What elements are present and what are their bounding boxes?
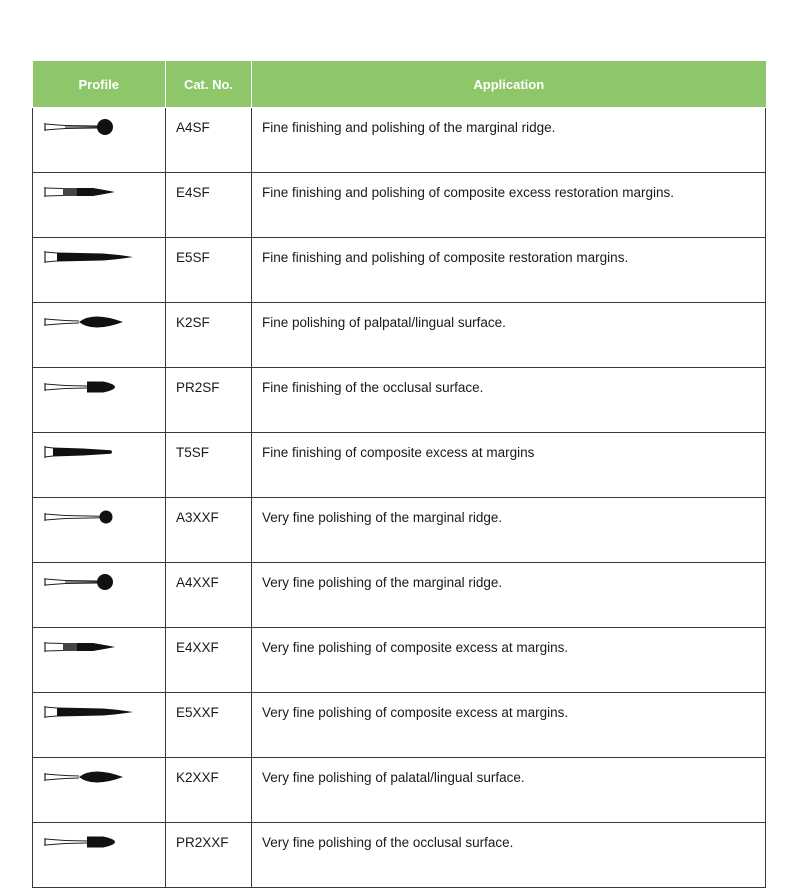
table-row (33, 628, 766, 693)
table-row (33, 758, 766, 823)
application-cell: Fine polishing of palpatal/lingual surface. (252, 303, 766, 368)
product-table (32, 61, 766, 888)
application-cell: Fine finishing of composite excess at margins (252, 433, 766, 498)
cat-no-cell: K2XXF (166, 758, 252, 823)
cat-no-cell: A4SF (166, 108, 252, 173)
bur-round-small-icon (43, 506, 165, 531)
profile-cell (33, 628, 166, 693)
application-cell: Very fine polishing of palatal/lingual surface. (252, 758, 766, 823)
header-application: Application (252, 61, 766, 108)
header-profile: Profile (33, 61, 166, 108)
bur-football-icon (43, 311, 165, 336)
table-row (33, 303, 766, 368)
profile-cell (33, 563, 166, 628)
cat-no-cell: E5SF (166, 238, 252, 303)
table-row (33, 368, 766, 433)
bur-flame-short-icon (43, 636, 165, 661)
profile-cell (33, 433, 166, 498)
application-cell: Fine finishing and polishing of composite excess restoration margins. (252, 173, 766, 238)
cat-no-cell: E4SF (166, 173, 252, 238)
bur-bullet-icon (43, 376, 165, 401)
bur-football-icon (43, 766, 165, 791)
cat-no-cell: E4XXF (166, 628, 252, 693)
application-cell: Fine finishing and polishing of composite restoration margins. (252, 238, 766, 303)
cat-no-cell: A3XXF (166, 498, 252, 563)
table-row (33, 823, 766, 888)
table-row (33, 108, 766, 173)
profile-cell (33, 823, 166, 888)
application-cell: Very fine polishing of the marginal ridge. (252, 498, 766, 563)
header-cat-no: Cat. No. (166, 61, 252, 108)
table-row (33, 173, 766, 238)
profile-cell (33, 173, 166, 238)
application-cell: Fine finishing of the occlusal surface. (252, 368, 766, 433)
table-row (33, 563, 766, 628)
table-row (33, 693, 766, 758)
bur-round-icon (43, 116, 165, 141)
application-cell: Very fine polishing of the occlusal surface. (252, 823, 766, 888)
profile-cell (33, 238, 166, 303)
profile-cell (33, 693, 166, 758)
bur-bullet-icon (43, 831, 165, 856)
bur-flame-short-icon (43, 181, 165, 206)
bur-taper-icon (43, 441, 165, 466)
table-row (33, 433, 766, 498)
profile-cell (33, 498, 166, 563)
profile-cell (33, 758, 166, 823)
profile-cell (33, 108, 166, 173)
cat-no-cell: K2SF (166, 303, 252, 368)
application-cell: Very fine polishing of the marginal ridge. (252, 563, 766, 628)
application-cell: Very fine polishing of composite excess at margins. (252, 693, 766, 758)
bur-round-icon (43, 571, 165, 596)
profile-cell (33, 368, 166, 433)
cat-no-cell: E5XXF (166, 693, 252, 758)
profile-cell (33, 303, 166, 368)
cat-no-cell: A4XXF (166, 563, 252, 628)
bur-needle-long-icon (43, 701, 165, 726)
bur-needle-long-icon (43, 246, 165, 271)
cat-no-cell: T5SF (166, 433, 252, 498)
application-cell: Fine finishing and polishing of the marginal ridge. (252, 108, 766, 173)
application-cell: Very fine polishing of composite excess at margins. (252, 628, 766, 693)
table-header-row (33, 61, 766, 108)
cat-no-cell: PR2SF (166, 368, 252, 433)
table-row (33, 238, 766, 303)
cat-no-cell: PR2XXF (166, 823, 252, 888)
table-row (33, 498, 766, 563)
